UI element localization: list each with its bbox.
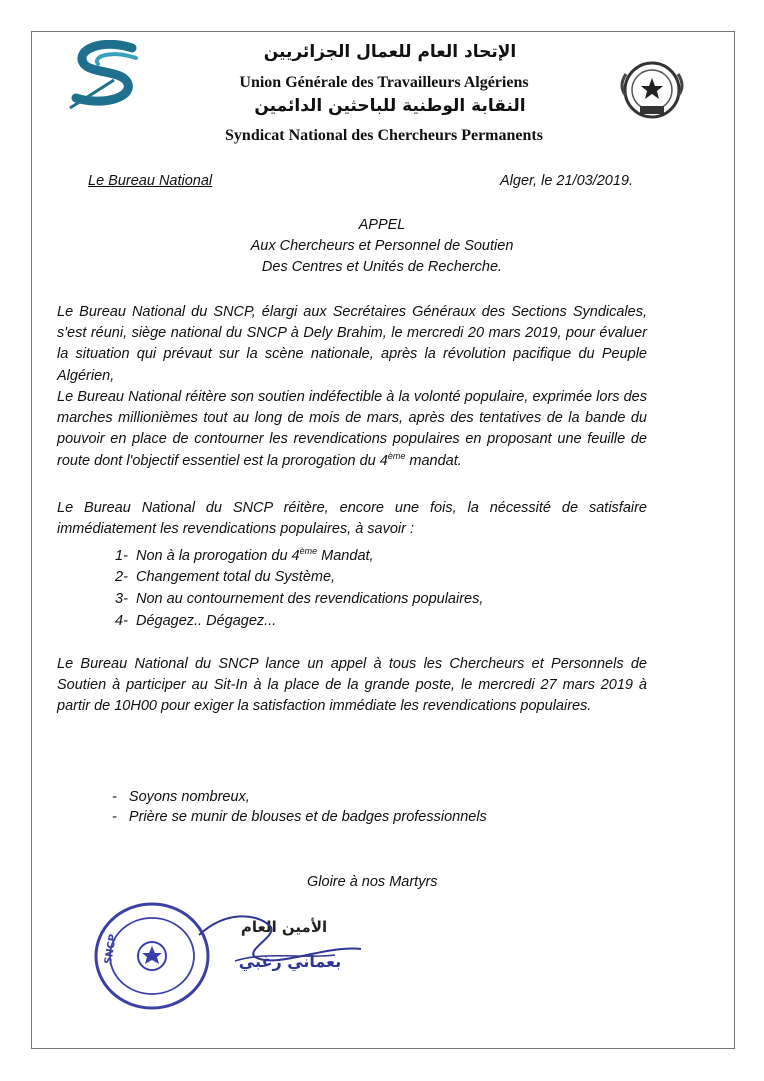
list-number: 3- bbox=[115, 591, 128, 607]
appeal-subtitle-2: Des Centres et Unités de Recherche. bbox=[261, 259, 503, 275]
paragraph-2-end: mandat. bbox=[405, 452, 462, 469]
paragraph-3: Le Bureau National du SNCP réitère, encore une fois, la nécessité de satisfaire immédiatement les revendications populaires, à savoir : bbox=[57, 500, 647, 538]
paragraph-2-text: Le Bureau National réitère son soutien indéfectible à la volonté populaire, exprimée lors des marches millionièmes tout au long de mois de mars, après des tentatives de la bande du pouvoir en place de contourner les revendications populaires en proposant une feuille de route dont l'objectif essentiel est la prorogation du 4 bbox=[57, 389, 647, 469]
closing: Gloire à nos Martyrs bbox=[307, 874, 438, 890]
appeal-subtitle-1: Aux Chercheurs et Personnel de Soutien bbox=[250, 238, 514, 254]
stamp-label: SNCP bbox=[103, 933, 120, 966]
list-item bbox=[115, 546, 374, 564]
appeal-title: APPEL bbox=[358, 217, 406, 233]
paragraph-1: Le Bureau National du SNCP, élargi aux Secrétaires Généraux des Sections Syndicales, s'est réuni, siège national du SNCP à Dely Brahim, le mercredi 20 mars 2019, pour évaluer la situation qui prévaut sur la scène nationale, après la révolution pacifique du Peuple Algérien, bbox=[57, 304, 647, 384]
arabic-syndicate-name: النقابة الوطنية للباحثين الدائمين bbox=[254, 96, 526, 116]
list-text: Changement total du Système, bbox=[135, 569, 336, 585]
bullet-text: Prière se munir de blouses et de badges professionnels bbox=[128, 809, 487, 825]
paragraph-4: Le Bureau National du SNCP lance un appel à tous les Chercheurs et Personnels de Soutien à participer au Sit-In à la place de la grande poste, le mercredi 27 mars 2019 à partir de 10H00 pour exiger la satisfaction immédiate les revendications populaires. bbox=[57, 656, 647, 715]
list-item bbox=[115, 569, 335, 585]
list-number: 4- bbox=[115, 613, 128, 629]
union-name: Union Générale des Travailleurs Algériens bbox=[239, 74, 529, 91]
list-text-end: Mandat, bbox=[317, 547, 374, 564]
list-number: 1- bbox=[115, 547, 128, 564]
list-text: Non à la prorogation du 4 bbox=[135, 547, 300, 564]
signatory-title: الأمين العام bbox=[240, 918, 328, 936]
list-number: 2- bbox=[115, 569, 128, 585]
list-sup: ème bbox=[299, 546, 318, 556]
arabic-union-name: الإتحاد العام للعمال الجزائريين bbox=[263, 42, 517, 62]
bullet-item: - Soyons nombreux, bbox=[112, 789, 250, 805]
list-item bbox=[115, 591, 483, 607]
paragraph-2 bbox=[57, 387, 647, 472]
place-date: Alger, le 21/03/2019. bbox=[500, 173, 634, 189]
syndicate-name: Syndicat National des Chercheurs Permanents bbox=[225, 127, 543, 144]
national-emblem bbox=[612, 56, 692, 124]
paragraph-2-sup: ème bbox=[387, 450, 406, 461]
bullet-text: Soyons nombreux, bbox=[128, 789, 250, 805]
handwritten-signature bbox=[185, 905, 375, 985]
list-item bbox=[115, 613, 276, 629]
sender: Le Bureau National bbox=[88, 173, 213, 189]
ugta-logo bbox=[62, 40, 154, 112]
bullet-item: - Prière se munir de blouses et de badges professionnels bbox=[112, 809, 487, 825]
signatory-name: بعماني زغبي bbox=[238, 952, 342, 971]
list-text: Non au contournement des revendications populaires, bbox=[135, 591, 484, 607]
list-text: Dégagez.. Dégagez... bbox=[135, 613, 277, 629]
